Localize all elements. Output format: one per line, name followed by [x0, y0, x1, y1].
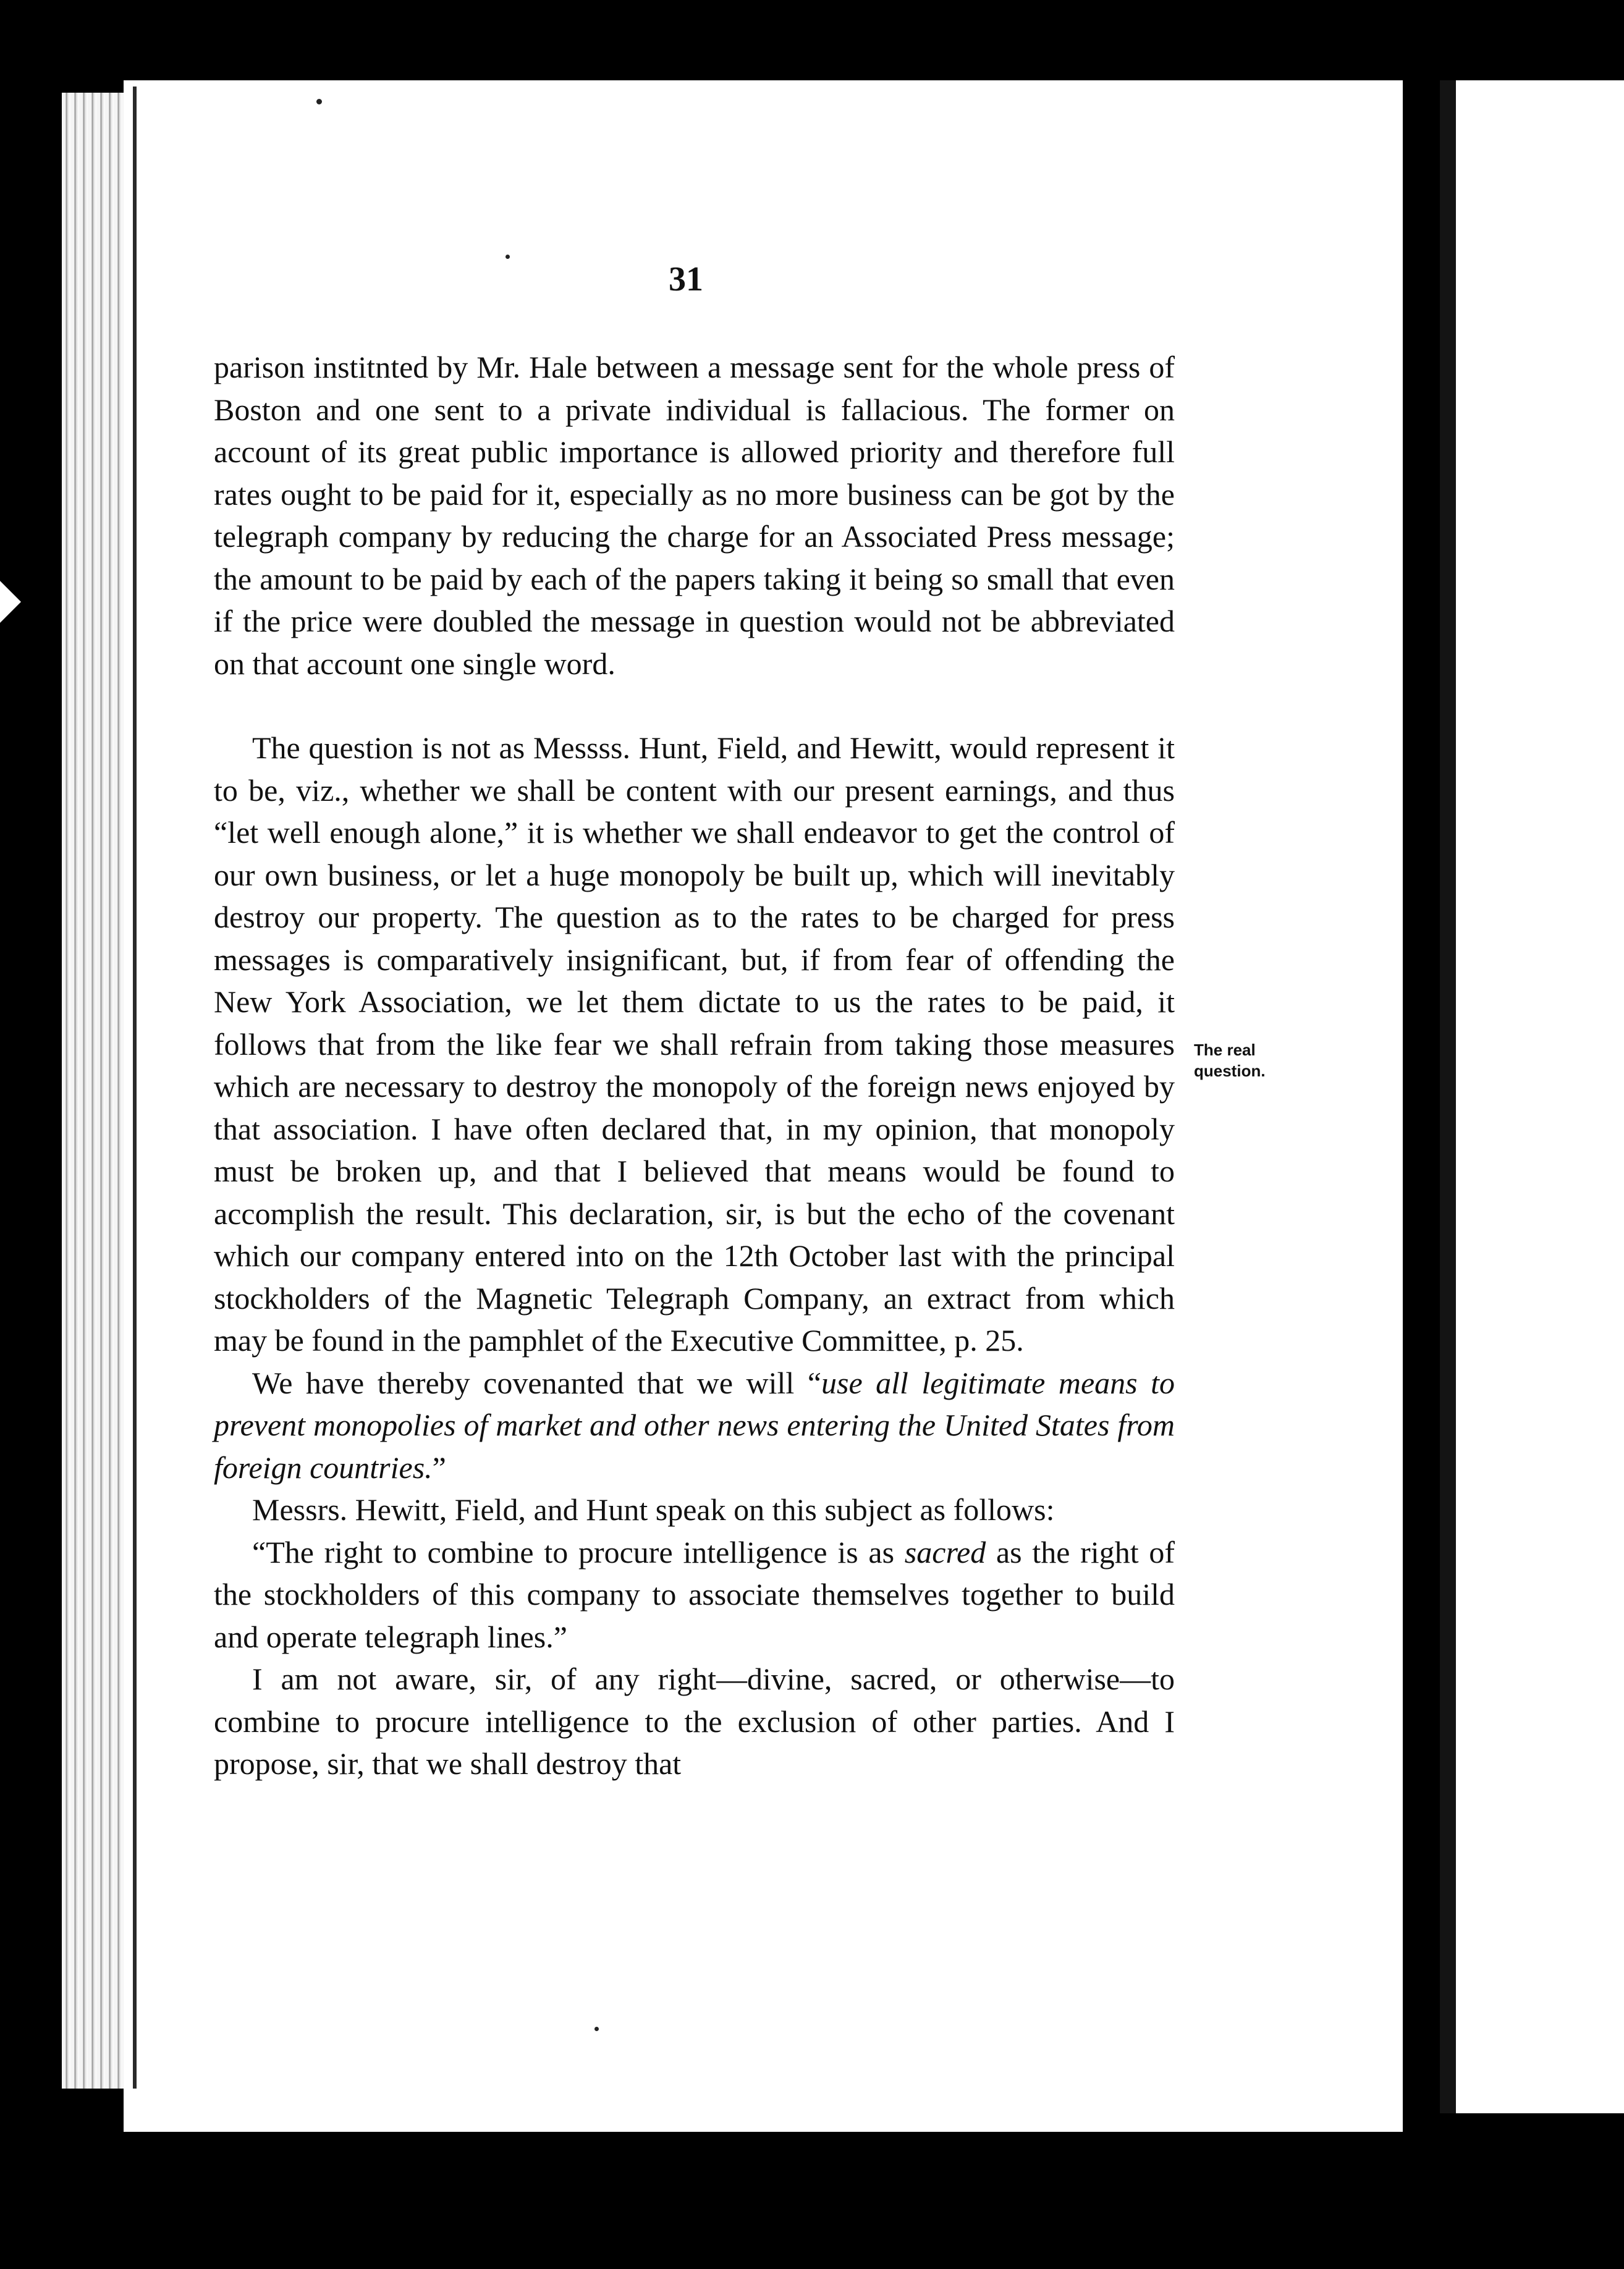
covenant-quote: use all legitimate means to prevent monopolies of market and other news entering the United States from foreign countries.: [214, 1365, 1175, 1485]
covenant-lead: We have thereby covenanted that we will “: [252, 1365, 822, 1400]
ink-speck: [316, 99, 322, 104]
ink-speck: [594, 2027, 599, 2031]
ink-speck: [505, 255, 510, 259]
quotation-lead: “The right to combine to procure intelligence is as: [252, 1534, 905, 1570]
body-text: [214, 346, 1175, 1785]
margin-note: The real question.: [1194, 1041, 1266, 1080]
paragraph-real-question: The question is not as Messss. Hunt, Field, and Hewitt, would represent it to be, viz., whether we shall be content with our present earnings, and thus “let well enough alone,” it is whether we shall endeavor to get the control of our own business, or let a huge monopoly be built up, which will inevitably destroy our property. The question as to the rates to be charged for press messages is comparatively insignificant, but, if from fear of offending the New York Association, we let them dictate to us the rates to be paid, it follows that from the like fear we shall refrain from taking those measures which are necessary to destroy the monopoly of the foreign news enjoyed by that association. I have often declared that, in my opinion, that monopoly must be broken up, and that I believed that means would be found to accomplish the result. This declaration, sir, is but the echo of the covenant which our company entered into on the 12th October last with the principal stockholders of the Magnetic Telegraph Company, an extract from which may be found in the pamphlet of the Executive Committee, p. 25.: [214, 730, 1175, 1358]
paragraph-covenant: [214, 1362, 1175, 1489]
page-number: 31: [669, 260, 703, 298]
page-gutter-line: [133, 87, 137, 2089]
scan-edge-mark: [0, 581, 21, 623]
quotation-emphasis: sacred: [904, 1534, 986, 1570]
paragraph-closing: I am not aware, sir, of any right—divine, sacred, or otherwise—to combine to procure intelligence to the exclusion of other parties. And I propose, sir, that we shall destroy that: [214, 1662, 1175, 1781]
quotation-tail: as the right of the stockholders of this company to associate themselves together to build and operate telegraph lines.”: [214, 1534, 1175, 1654]
paragraph-quotation: [214, 1531, 1175, 1658]
covenant-tail: ”: [432, 1450, 446, 1485]
paragraph-continuation: parison institnted by Mr. Hale between a message sent for the whole press of Boston and one sent to a private individual is fallacious. The former on account of its great public importance is allowed priority and therefore full rates ought to be paid for it, especially as no more business can be got by the telegraph company by reducing the charge for an Associated Press message; the amount to be paid by each of the papers taking it being so small that even if the price were doubled the message in question would not be abbreviated on that account one single word.: [214, 350, 1175, 681]
paragraph-messrs: Messrs. Hewitt, Field, and Hunt speak on this subject as follows:: [252, 1492, 1055, 1527]
facing-page-edge: [1440, 80, 1624, 2113]
